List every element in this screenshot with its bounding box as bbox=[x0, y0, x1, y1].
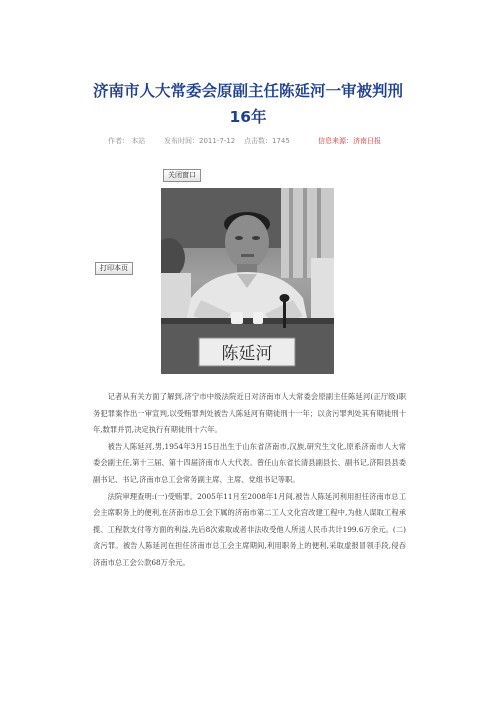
nameplate-text: 陈延河 bbox=[221, 344, 273, 364]
print-page-button[interactable]: 打印本页 bbox=[95, 262, 133, 275]
title-line-1: 济南市人大常委会原副主任陈延河一审被判刑 bbox=[92, 82, 403, 101]
article-photo bbox=[161, 188, 334, 374]
paragraph-3: 法院审理查明:(一)受贿罪。2005年11月至2008年1月间,被告人陈延河利用担任济南市总工会主席职务上的便利,在济南市总工会下属的济南市第二工人文化宫改建工程中,为他人谋取工程承揽、工程款支付等方面的利益,先后8次索取或者非法收受他人所送人民币共计199.6万余元。(二)贪污罪。被告人陈延河在担任济南市总工会主席期间,利用职务上的便利,采取虚报冒领手段,侵吞济南市总工会公款68万余元。 bbox=[93, 491, 406, 567]
meta-author: 作者： 本站 bbox=[108, 137, 146, 145]
article-title bbox=[40, 78, 456, 130]
article-body bbox=[93, 389, 406, 572]
paragraph-2: 被告人陈延河,男,1954年3月15日出生于山东省济南市,汉族,研究生文化,原系济南市人大常委会副主任,第十三届、第十四届济南市人大代表。曾任山东省长清县副县长、副书记,济阳县县委副书记、书记,济南市总工会常务副主席、主席、党组书记等职。 bbox=[93, 441, 406, 484]
portrait-image bbox=[161, 188, 334, 374]
title-line-2: 16年 bbox=[229, 108, 267, 127]
meta-source: 信息来源：济南日报 bbox=[318, 137, 381, 145]
close-window-button[interactable]: 关闭窗口 bbox=[163, 169, 201, 182]
meta-hits: 点击数：1745 bbox=[244, 137, 290, 145]
paragraph-1: 记者从有关方面了解到,济宁市中级法院近日对济南市人大常委会原副主任陈延河(正厅级)职务犯罪案作出一审宣判,以受贿罪判处被告人陈延河有期徒刑十一年；以贪污罪判处其有期徒刑十年,数罪并罚,决定执行有期徒刑十六年。 bbox=[93, 392, 406, 435]
meta-published: 发布时间：2011-7-12 bbox=[164, 137, 236, 145]
